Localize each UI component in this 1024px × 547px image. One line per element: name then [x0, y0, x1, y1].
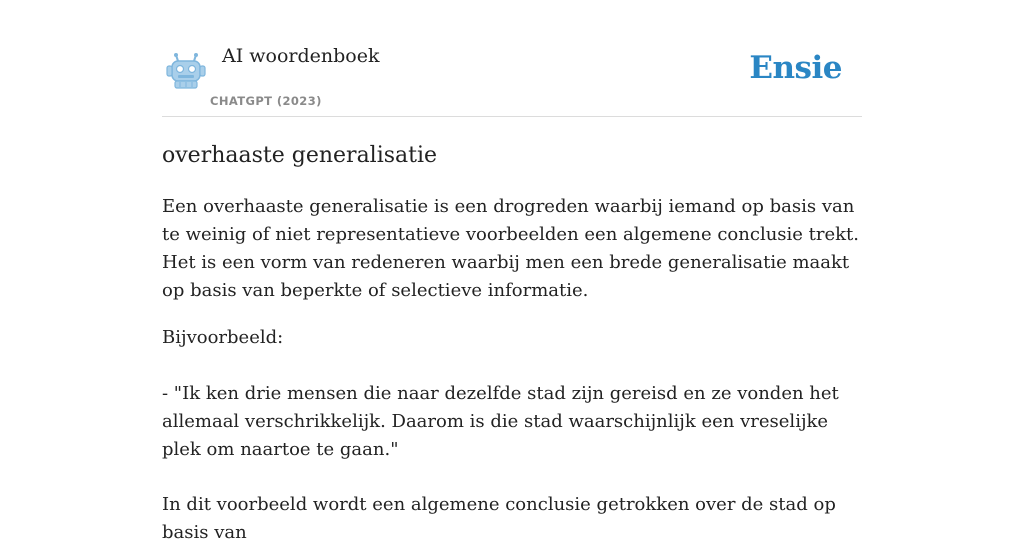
ensie-logo[interactable]: Ensie	[749, 50, 842, 86]
content-container	[162, 0, 862, 547]
definition-paragraph: Een overhaaste generalisatie is een drogreden waarbij iemand op basis van te weinig of niet representatieve voorbeelden een algemene conclusie trekt. Het is een vorm van redeneren waarbij men een brede generalisatie maakt op basis van beperkte of selectieve informatie.	[162, 196, 860, 301]
header	[162, 0, 862, 117]
dictionary-title[interactable]: AI woordenboek	[222, 45, 380, 67]
example-heading: Bijvoorbeeld:	[162, 327, 284, 348]
explanation-paragraph: In dit voorbeeld wordt een algemene conclusie getrokken over de stad op basis van	[162, 494, 836, 543]
entry-term: overhaaste generalisatie	[162, 143, 438, 168]
example-quote: - "Ik ken drie mensen die naar dezelfde stad zijn gereisd en ze vonden het allemaal verschrikkelijk. Daarom is die stad waarschijnlijk een vreselijke plek om naartoe te gaan."	[162, 383, 839, 460]
source-label: CHATGPT (2023)	[210, 94, 322, 108]
robot-icon	[166, 52, 206, 90]
